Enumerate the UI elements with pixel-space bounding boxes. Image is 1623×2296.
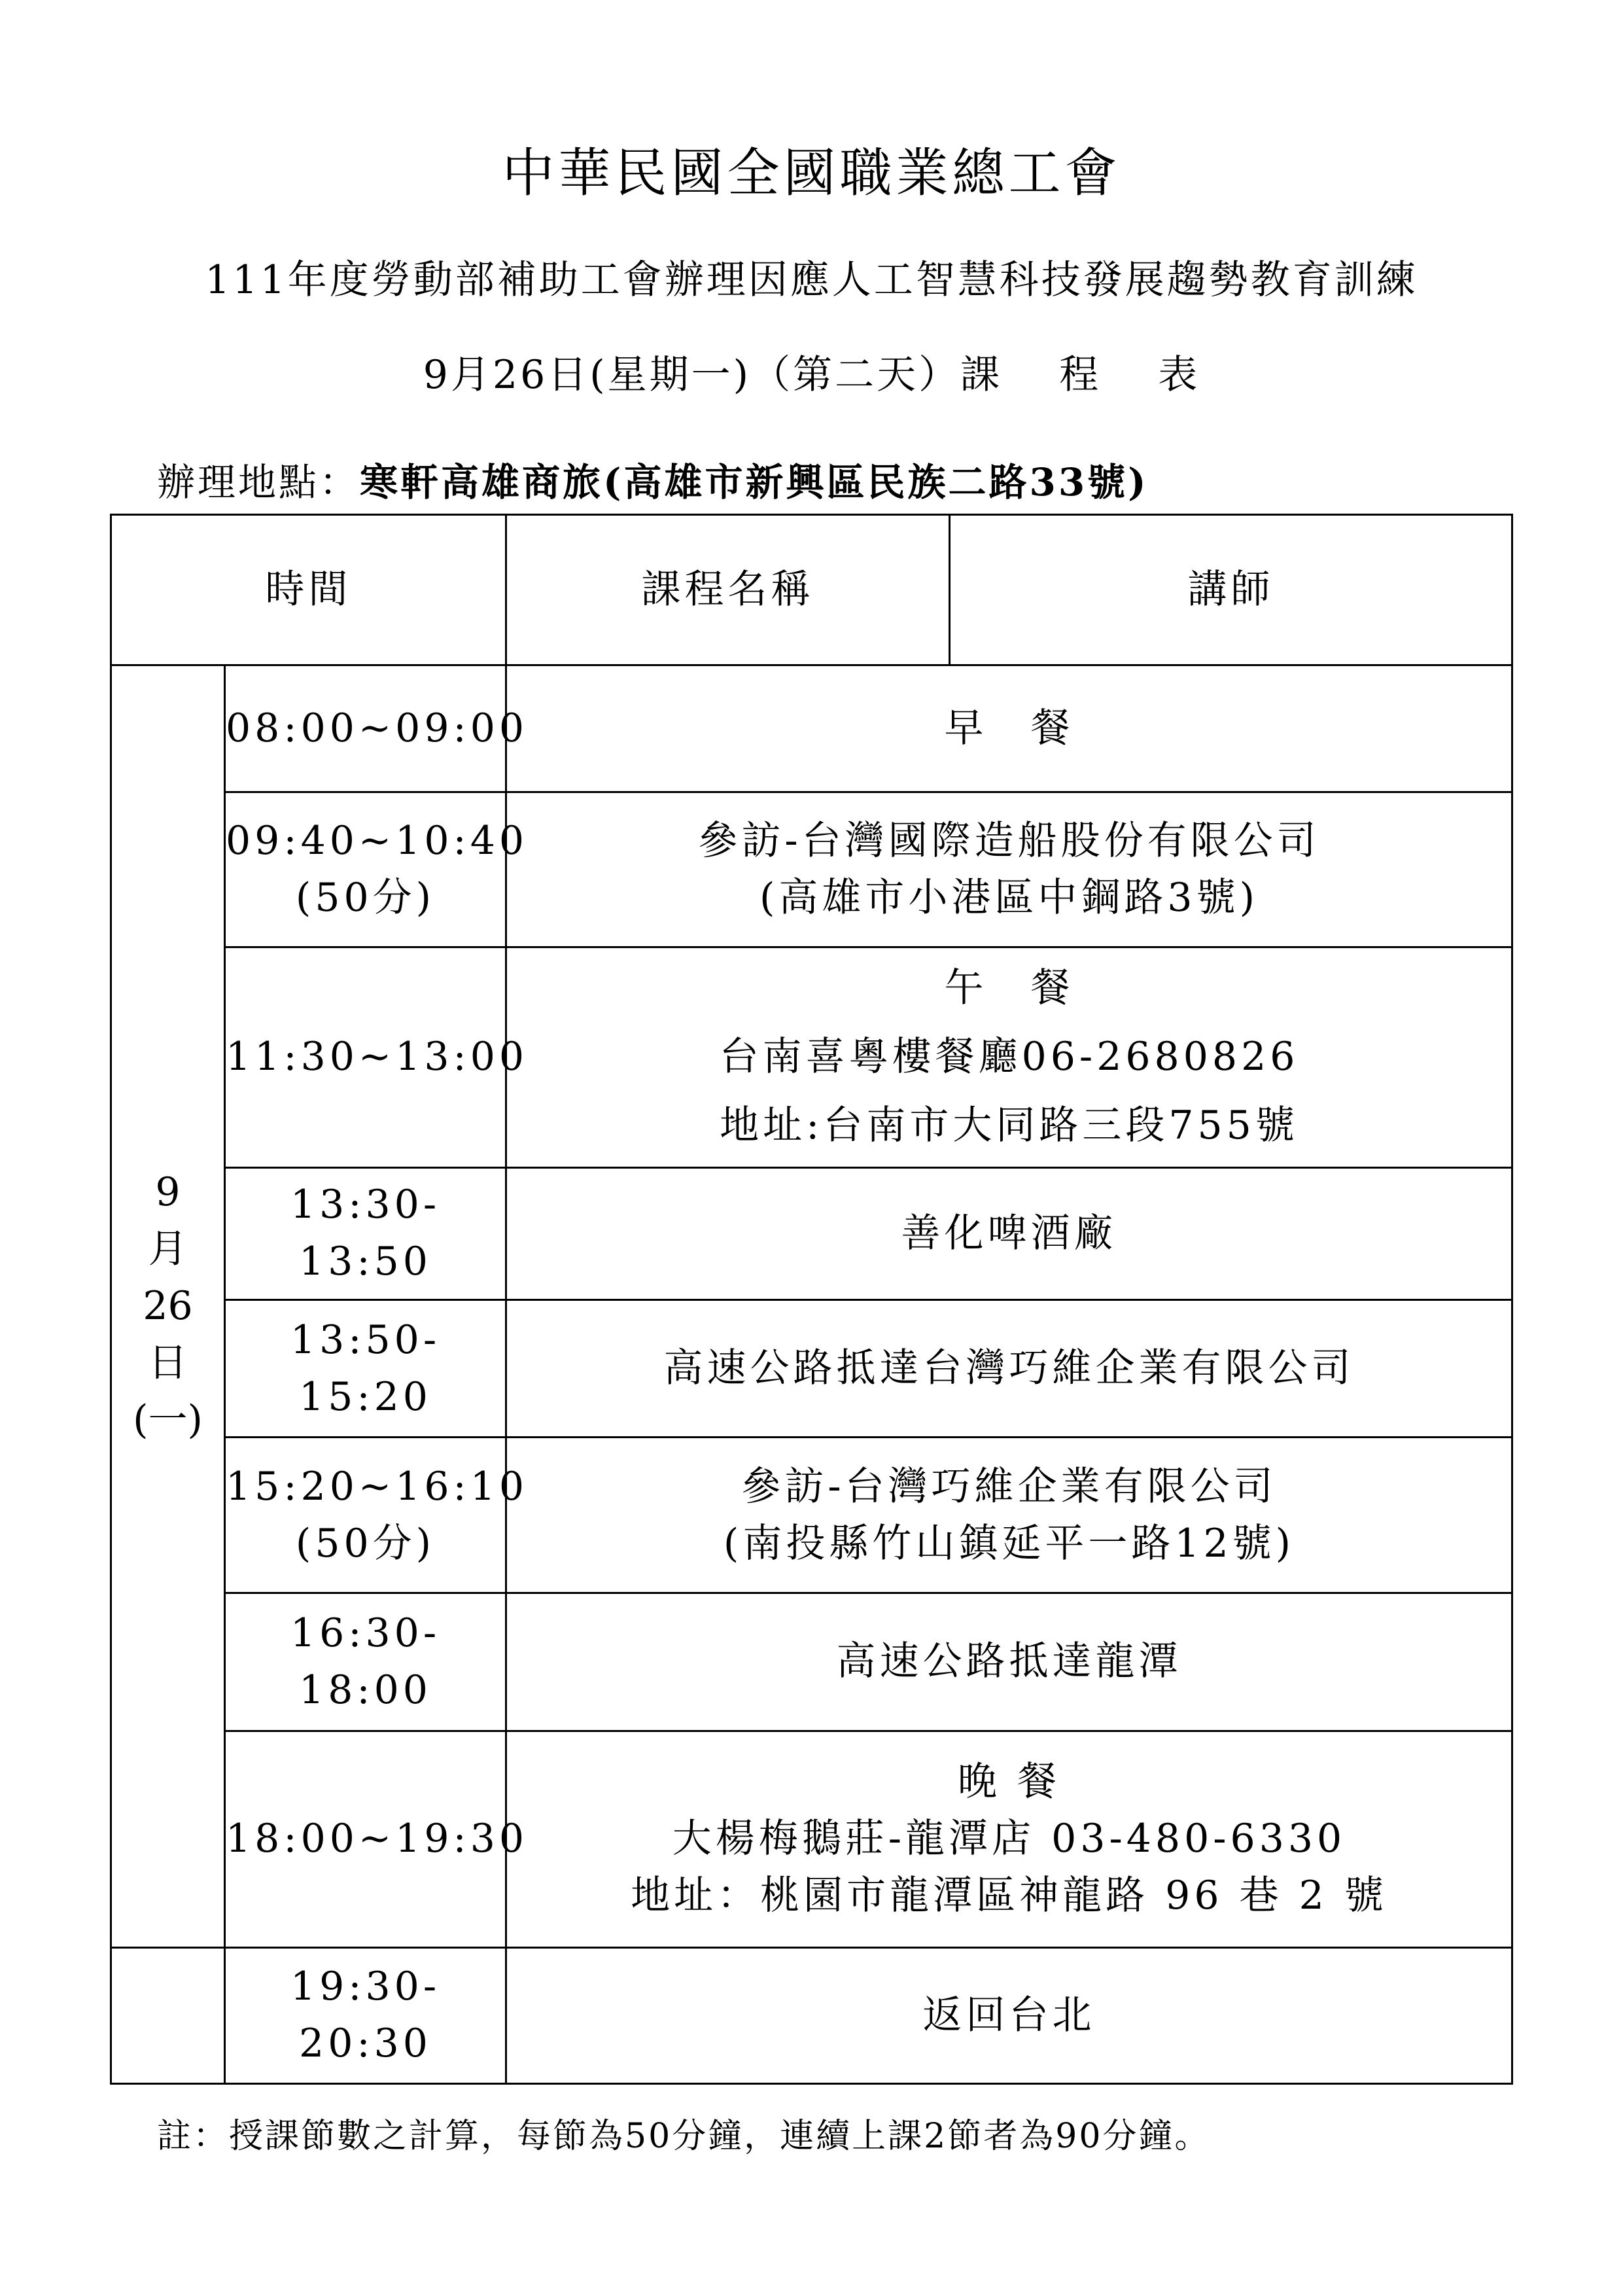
duration-text: (50分) <box>295 1520 436 1566</box>
footnote: 註：授課節數之計算，每節為50分鐘，連續上課2節者為90分鐘。 <box>157 2117 1211 2156</box>
time-cell <box>225 947 529 1168</box>
course-cell <box>506 947 1512 1168</box>
course-address: (南投縣竹山鎮延平一路12號) <box>723 1520 1295 1566</box>
time-cell <box>225 1167 506 1299</box>
time-text: 15:20~16:10 <box>226 1463 529 1510</box>
program-title: 111年度勞動部補助工會辦理因應人工智慧科技發展趨勢教育訓練 <box>205 257 1418 303</box>
course-text: 返回台北 <box>922 1992 1096 2038</box>
course-text: 午 餐 <box>944 965 1074 1012</box>
time-cell <box>225 1593 506 1731</box>
day-schedule-title: 9月26日(星期一)（第二天）課 程 表 <box>423 352 1200 398</box>
empty-day-cell <box>111 1947 225 2083</box>
course-text: 參訪-台灣國際造船股份有限公司 <box>698 817 1320 864</box>
header-time: 時間 <box>111 515 506 665</box>
time-cell <box>225 1731 529 1948</box>
course-cell <box>506 1299 1512 1437</box>
course-text: 高速公路抵達龍潭 <box>836 1638 1182 1685</box>
day-label-part: 月 <box>148 1226 188 1273</box>
table-header-row <box>111 515 1512 665</box>
time-cell <box>225 1299 506 1437</box>
course-text: 高速公路抵達台灣巧維企業有限公司 <box>663 1345 1355 1392</box>
restaurant-text: 台南喜粵樓餐廳06-2680826 <box>719 1034 1299 1080</box>
time-cell <box>225 665 529 792</box>
table-row <box>111 792 1512 947</box>
day-label-part: (一) <box>133 1397 203 1443</box>
day-label-part: 日 <box>148 1340 188 1386</box>
course-text: 善化啤酒廠 <box>901 1210 1117 1256</box>
schedule-table <box>110 514 1513 2085</box>
day-label-part: 9 <box>155 1169 181 1216</box>
course-cell <box>506 665 1512 792</box>
restaurant-text: 大楊梅鵝莊-龍潭店 03-480-6330 <box>672 1816 1346 1862</box>
header-lecturer: 講師 <box>950 515 1512 665</box>
course-address: (高雄市小港區中鋼路3號) <box>759 874 1259 921</box>
venue-line <box>157 451 1149 506</box>
course-cell <box>506 792 1512 947</box>
course-text: 早 餐 <box>944 705 1074 752</box>
venue-label: 辦理地點： <box>157 460 360 504</box>
time-text: 16:30-18:00 <box>290 1610 441 1713</box>
time-text: 09:40~10:40 <box>226 817 529 864</box>
course-text: 晚 餐 <box>957 1759 1061 1805</box>
table-row <box>111 1438 1512 1593</box>
header-course: 課程名稱 <box>506 515 950 665</box>
table-row <box>111 1947 1512 2083</box>
duration-text: (50分) <box>295 874 436 921</box>
course-address: 地址：桃園市龍潭區神龍路 96 巷 2 號 <box>631 1873 1387 1919</box>
table-row <box>111 1167 1512 1299</box>
day-label-cell <box>111 665 225 1947</box>
day-label-part: 26 <box>143 1283 193 1330</box>
time-cell <box>225 792 529 947</box>
table-row <box>111 1593 1512 1731</box>
course-cell <box>506 1438 1512 1593</box>
venue-value: 寒軒高雄商旅(高雄市新興區民族二路33號) <box>360 460 1149 504</box>
course-cell <box>506 1731 1512 1948</box>
course-address: 地址:台南市大同路三段755號 <box>720 1103 1299 1149</box>
course-cell <box>506 1167 1512 1299</box>
time-text: 13:30-13:50 <box>290 1182 441 1285</box>
table-row <box>111 947 1512 1168</box>
course-text: 參訪-台灣巧維企業有限公司 <box>741 1463 1277 1510</box>
table-row <box>111 1731 1512 1948</box>
time-cell <box>225 1438 529 1593</box>
time-text: 08:00~09:00 <box>226 705 529 752</box>
course-cell <box>506 1593 1512 1731</box>
document-title: 中華民國全國職業總工會 <box>502 143 1121 203</box>
time-text: 11:30~13:00 <box>226 1034 529 1080</box>
time-text: 18:00~19:30 <box>226 1816 529 1862</box>
time-text: 13:50-15:20 <box>290 1316 441 1420</box>
course-cell <box>506 1947 1512 2083</box>
table-row <box>111 1299 1512 1437</box>
table-row <box>111 665 1512 792</box>
time-text: 19:30-20:30 <box>290 1964 441 2067</box>
time-cell <box>225 1947 506 2083</box>
